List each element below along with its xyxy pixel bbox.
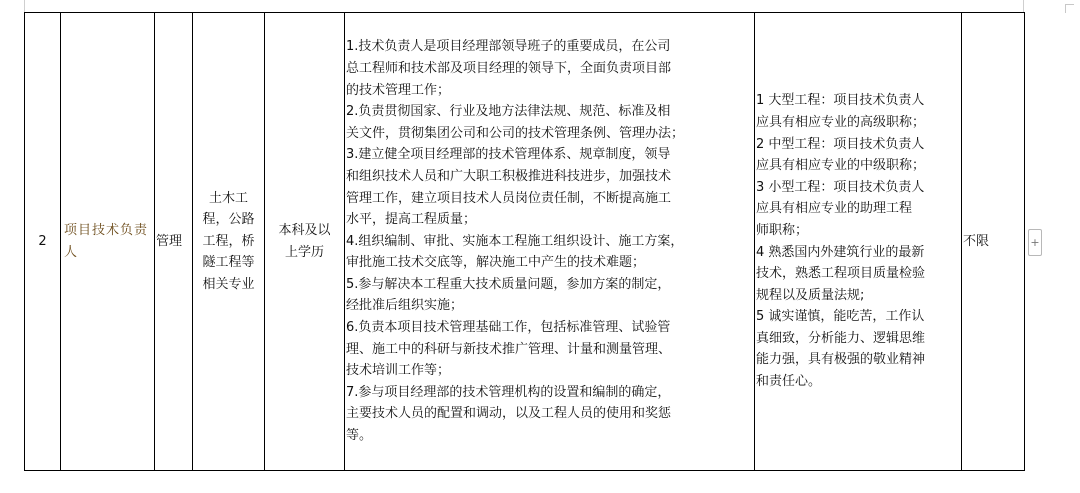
requirement-line: 规程以及质量法规;: [756, 287, 865, 303]
education-line: 本科及以: [278, 222, 331, 238]
education-line: 上学历: [284, 244, 324, 260]
duty-line: 的技术管理工作；: [346, 82, 451, 98]
duty-line: 总工程师和技术部及项目经理的领导下，全面负责项目部: [346, 60, 672, 76]
duty-line: 6.负责本项目技术管理基础工作，包括标准管理、试验管: [346, 320, 671, 336]
duty-line: 5.参与解决本工程重大技术质量问题，参加方案的制定，: [346, 276, 671, 292]
duty-line: 7.参与项目经理部的技术管理机构的设置和编制的确定，: [346, 384, 671, 400]
major-line: 隧工程等: [202, 255, 255, 271]
qualification-requirements: [755, 13, 962, 471]
duty-line: 水平，提高工程质量；: [346, 212, 477, 228]
duty-line: 2.负责贯彻国家、行业及地方法律法规、规范、标准及相: [346, 104, 671, 120]
requirement-line: 应具有相应专业的中级职称；: [756, 158, 926, 174]
requirement-line: 和责任心。: [756, 374, 822, 390]
duty-line: 3.建立健全项目经理部的技术管理体系、规章制度，领导: [346, 147, 671, 163]
duty-line: 关文件，贯彻集团公司和公司的技术管理条例、管理办法；: [346, 125, 685, 141]
requirement-line: 2 中型工程：项目技术负责人: [756, 136, 925, 152]
duty-line: 等。: [346, 428, 373, 444]
duty-line: 主要技术人员的配置和调动，以及工程人员的使用和奖惩: [346, 406, 672, 422]
row-number: 2: [25, 13, 61, 471]
requirement-line: 5 诚实谨慎，能吃苦，工作认: [756, 309, 925, 325]
major-line: 土木工: [208, 190, 248, 206]
requirement-line: 师职称；: [756, 222, 809, 238]
requirement-line: 真细致，分析能力、逻辑思维: [756, 330, 926, 346]
position-category: 管理: [155, 13, 193, 471]
position-title: 项目技术负责人: [61, 13, 155, 471]
other-requirement: 不限: [962, 13, 1025, 471]
page-corner-mark: [1065, 4, 1074, 13]
major-line: 相关专业: [202, 276, 255, 292]
major-requirement: [193, 13, 265, 471]
page-top-edge: [24, 0, 1024, 12]
duty-line: 理、施工中的科研与新技术推广管理、计量和测量管理、: [346, 341, 672, 357]
requirement-line: 应具有相应专业的助理工程: [756, 201, 913, 217]
requirement-line: 应具有相应专业的高级职称；: [756, 114, 926, 130]
education-requirement: [265, 13, 345, 471]
requirement-line: 4 熟悉国内外建筑行业的最新: [756, 244, 925, 260]
requirement-line: 3 小型工程：项目技术负责人: [756, 179, 925, 195]
major-line: 工程，桥: [202, 233, 255, 249]
duty-line: 管理工作，建立项目技术人员岗位责任制，不断提高施工: [346, 190, 672, 206]
duty-line: 经批准后组织实施；: [346, 298, 464, 314]
duty-line: 1.技术负责人是项目经理部领导班子的重要成员，在公司: [346, 39, 671, 55]
duty-line: 和组织技术人员和广大职工积极推进科技进步，加强技术: [346, 168, 672, 184]
job-duties: [345, 13, 755, 471]
requirement-line: 技术，熟悉工程项目质量检验: [756, 266, 926, 282]
duty-line: 技术培训工作等；: [346, 363, 451, 379]
duty-line: 4.组织编制、审批、实施本工程施工组织设计、施工方案，: [346, 233, 684, 249]
duty-line: 审批施工技术交底等，解决施工中产生的技术难题；: [346, 255, 646, 271]
major-line: 程，公路: [202, 212, 255, 228]
requirement-line: 1 大型工程：项目技术负责人: [756, 93, 925, 109]
add-row-button[interactable]: +: [1028, 229, 1042, 256]
requirement-line: 能力强，具有极强的敬业精神: [756, 352, 926, 368]
job-requirements-table: [24, 12, 1025, 471]
table-row: [25, 13, 1025, 471]
